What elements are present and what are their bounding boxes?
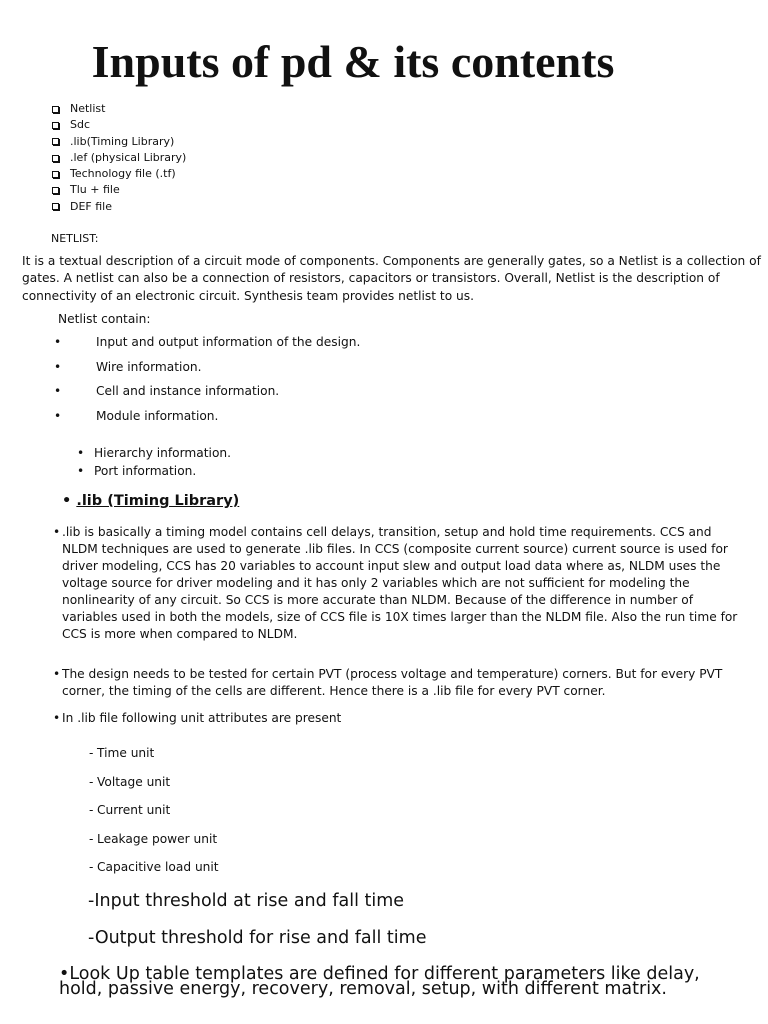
- checkbox-bullet-icon: [52, 122, 59, 129]
- netlist-heading: NETLIST:: [51, 232, 99, 245]
- bullet-icon: •: [59, 964, 70, 984]
- bullet-icon: •: [53, 525, 61, 539]
- bullet-icon: •: [54, 384, 62, 398]
- list-item: - Capacitive load unit: [89, 860, 219, 875]
- list-item: • Port information.: [77, 464, 197, 478]
- bullet-icon: •: [54, 408, 62, 423]
- list-item: Sdc: [52, 117, 186, 133]
- list-item: .lef (physical Library): [52, 150, 186, 166]
- list-item: - Time unit: [89, 746, 155, 760]
- bullet-icon: •: [54, 335, 62, 349]
- netlist-contain-label: Netlist contain:: [58, 312, 151, 326]
- checkbox-bullet-icon: [52, 171, 59, 178]
- page-title: Inputs of pd & its contents: [91, 36, 615, 87]
- lib-point: • In .lib file following unit attributes are present: [53, 711, 342, 725]
- lib-point: • The design needs to be tested for certain PVT (process voltage and temperature) corners. But for every PVT corner, the timing of the cells are different. Hence there is a .lib file for every PVT corner.: [53, 667, 723, 698]
- bullet-icon: •: [62, 493, 77, 509]
- netlist-paragraph: It is a textual description of a circuit mode of components. Components are generally gates, so a Netlist is a collection of gates. A netlist can also be a connection of resistors, capacitors or transistors. Overall, Netlist is the description of connectivity of an electronic circuit. Synthesis team provides netlist to us.: [22, 254, 761, 303]
- checkbox-bullet-icon: [52, 187, 59, 194]
- bullet-icon: •: [53, 711, 61, 725]
- netlist-contents-list: [54, 335, 360, 433]
- list-item: - Voltage unit: [89, 774, 171, 789]
- bullet-icon: •: [77, 446, 85, 460]
- list-item: • Cell and instance information.: [54, 384, 360, 409]
- list-item: • Hierarchy information.: [77, 446, 231, 460]
- list-item: - Current unit: [89, 803, 171, 818]
- list-item: • Module information.: [54, 409, 360, 434]
- list-item: Technology file (.tf): [52, 166, 186, 182]
- unit-attributes-list: [89, 739, 219, 882]
- netlist-sub-contents-list: [77, 444, 231, 480]
- checkbox-bullet-icon: [52, 138, 59, 145]
- checkbox-bullet-icon: [52, 106, 59, 113]
- list-item: DEF file: [52, 199, 186, 215]
- list-item: Netlist: [52, 101, 186, 117]
- list-item: • Wire information.: [54, 360, 360, 385]
- bullet-icon: •: [54, 359, 62, 374]
- threshold-item: -Input threshold at rise and fall time: [88, 891, 405, 911]
- bullet-icon: •: [53, 667, 61, 681]
- threshold-item: -Output threshold for rise and fall time: [88, 928, 427, 948]
- list-item: .lib(Timing Library): [52, 134, 186, 150]
- inputs-checklist: [52, 101, 186, 215]
- list-item: • Input and output information of the design.: [54, 335, 360, 360]
- lib-point: • .lib is basically a timing model contains cell delays, transition, setup and hold time requirements. CCS and NLDM techniques are used to generate .lib files. In CCS (composite current source) current source is used for driver modeling, CCS has 20 variables to account input slew and output load data where as, NLDM uses the voltage source for driver modeling and it has only 2 variables which are not sufficient for modeling the nonlinearity of any circuit. So CCS is more accurate than NLDM. Because of the difference in number of variables used in both the models, size of CCS file is 10X times larger than the NLDM file. Also the run time for CCS is more when compared to NLDM.: [53, 525, 738, 641]
- bullet-icon: •: [77, 464, 85, 478]
- list-item: Tlu + file: [52, 182, 186, 198]
- lib-heading: • .lib (Timing Library): [62, 493, 240, 509]
- list-item: - Leakage power unit: [89, 831, 218, 846]
- checkbox-bullet-icon: [52, 155, 59, 162]
- checkbox-bullet-icon: [52, 203, 59, 210]
- lookup-table-text: •Look Up table templates are defined for different parameters like delay, hold, passive energy, recovery, removal, setup, with different matrix.: [59, 964, 700, 999]
